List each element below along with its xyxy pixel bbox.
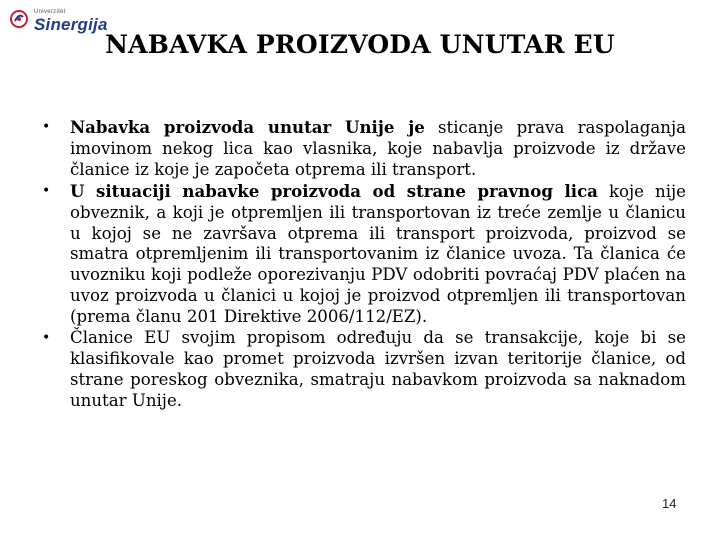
logo-subtitle: Univerzitet [34, 9, 66, 15]
bullet-item [38, 328, 686, 412]
bullet-bold-lead: U situaciji nabavke proizvoda od strane pravnog lica [70, 180, 598, 201]
bullet-bold-lead: Nabavka proizvoda unutar Unije je [70, 117, 425, 137]
page-number: 14 [662, 496, 677, 511]
sinergija-logo-mark-icon [10, 10, 28, 28]
logo-name: Sinergija [34, 15, 108, 34]
bullet-icon: • [42, 182, 51, 199]
bullet-text: sticanje prava raspolaganja imovinom nekog lica kao vlasnika, koje nabavlja proizvode iz države članice iz koje je započeta otprema ili transport. [70, 118, 687, 179]
university-logo [10, 6, 108, 34]
bullet-item [38, 117, 686, 181]
bullet-icon: • [42, 330, 51, 347]
bullet-list [38, 117, 686, 412]
slide-title: NABAVKA PROIZVODA UNUTAR EU [105, 30, 615, 59]
bullet-item [38, 181, 686, 328]
bullet-icon: • [42, 119, 51, 135]
bullet-text: Članice EU svojim propisom određuju da se transakcije, koje bi se klasifikovale kao promet proizvoda izvršen izvan teritorije članice, od strane poreskog obveznika, smatraju nabavkom proizvoda sa naknadom unutar Unije. [70, 328, 686, 410]
bullet-text: koje nije obveznik, a koji je otpremljen ili transportovan iz treće zemlje u članicu u kojoj se ne završava otprema ili transport proizvoda, proizvod se smatra otpremljenim ili transportovanim iz članice uvoza. Ta članica će uvozniku koji podleže oporezivanju PDV odobriti povraćaj PDV plaćen na uvoz proizvoda u članici u kojoj je proizvod otpremljen ili transportovan (prema članu 201 Direktive 2006/112/EZ). [70, 181, 686, 327]
